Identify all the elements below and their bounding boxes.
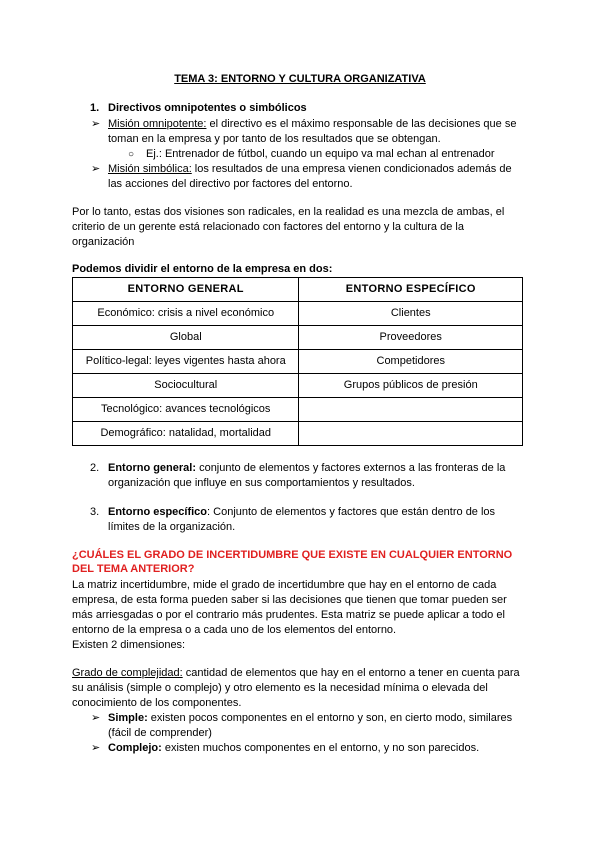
complexity-text: cantidad de elementos que hay en el entorno a tener en cuenta para xyxy=(182,667,520,679)
bullet-text: existen muchos componentes en el entorno, y no son parecidos. xyxy=(161,742,480,754)
simple-bullet xyxy=(108,711,512,726)
bullet-text: existen pocos componentes en el entorno y son, en cierto modo, similares xyxy=(147,712,513,724)
header-specific: ENTORNO ESPECÍFICO xyxy=(299,278,523,302)
item-number: 3. xyxy=(90,506,100,518)
table-header-row xyxy=(73,278,523,302)
table-row xyxy=(73,326,523,350)
table-cell: Tecnológico: avances tecnológicos xyxy=(73,398,299,422)
arrow-bullet-icon: ➢ xyxy=(91,712,101,724)
table-caption: Podemos dividir el entorno de la empresa en dos: xyxy=(72,263,333,275)
table-row xyxy=(73,302,523,326)
table-cell: Económico: crisis a nivel económico xyxy=(73,302,299,326)
bullet-label: Misión simbólica: xyxy=(108,163,192,175)
item-text: conjunto de elementos y factores externos a las fronteras de la xyxy=(196,462,506,474)
question-heading-cont: DEL TEMA ANTERIOR? xyxy=(72,563,195,575)
complexity-text-cont: su análisis (simple o complejo) y otro elemento es la necesidad mínima o elevada del xyxy=(72,682,488,694)
paragraph-line: La matriz incertidumbre, mide el grado de incertidumbre que hay en el entorno de cada xyxy=(72,579,497,591)
sub-bullet-text: Ej.: Entrenador de fútbol, cuando un equipo va mal echan al entrenador xyxy=(146,148,495,160)
table-row xyxy=(73,374,523,398)
arrow-bullet-icon: ➢ xyxy=(91,163,101,175)
general-environment-definition xyxy=(108,461,505,476)
paragraph-line: Existen 2 dimensiones: xyxy=(72,639,186,651)
section-number: 1. xyxy=(90,102,100,114)
specific-environment-definition xyxy=(108,505,495,520)
bullet-text-cont: toman en la empresa y por tanto de los resultados que se obtengan. xyxy=(108,133,441,145)
table-cell: Global xyxy=(73,326,299,350)
table-cell: Competidores xyxy=(299,350,523,374)
table-row xyxy=(73,350,523,374)
paragraph-line: criterio de un gerente está relacionado con factores del entorno y la cultura de la xyxy=(72,221,464,233)
document-title: TEMA 3: ENTORNO Y CULTURA ORGANIZATIVA xyxy=(174,73,426,85)
table-row xyxy=(73,398,523,422)
paragraph-line: Por lo tanto, estas dos visiones son radicales, en la realidad es una mezcla de ambas, el xyxy=(72,206,505,218)
paragraph-line: entorno de la empresa o a cada uno de los elementos del entorno. xyxy=(72,624,397,636)
table-cell: Grupos públicos de presión xyxy=(299,374,523,398)
section-heading: Directivos omnipotentes o simbólicos xyxy=(108,102,307,114)
table-cell: Demográfico: natalidad, mortalidad xyxy=(73,422,299,446)
complex-bullet xyxy=(108,741,479,756)
item-label: Entorno general: xyxy=(108,462,197,474)
item-text-cont: organización que influye en sus comportamientos y resultados. xyxy=(108,477,415,489)
header-general: ENTORNO GENERAL xyxy=(73,278,299,302)
bullet-label: Complejo: xyxy=(108,742,162,754)
question-heading: ¿CUÁLES EL GRADO DE INCERTIDUMBRE QUE EXISTE EN CUALQUIER ENTORNO xyxy=(72,549,513,561)
arrow-bullet-icon: ➢ xyxy=(91,118,101,130)
item-text-cont: límites de la organización. xyxy=(108,521,236,533)
bullet-omnipotent xyxy=(108,117,516,132)
table-row xyxy=(73,422,523,446)
table-cell: Proveedores xyxy=(299,326,523,350)
item-number: 2. xyxy=(90,462,100,474)
table-cell xyxy=(299,422,523,446)
item-text: : Conjunto de elementos y factores que están dentro de los xyxy=(207,506,496,518)
bullet-text: los resultados de una empresa vienen condicionados además de xyxy=(191,163,512,175)
table-cell: Sociocultural xyxy=(73,374,299,398)
bullet-symbolic xyxy=(108,162,512,177)
complexity-label: Grado de complejidad: xyxy=(72,667,183,679)
bullet-label: Simple: xyxy=(108,712,148,724)
bullet-label: Misión omnipotente: xyxy=(108,118,207,130)
complexity-definition xyxy=(72,666,520,681)
table-cell: Clientes xyxy=(299,302,523,326)
bullet-text-cont: las acciones del directivo por factores del entorno. xyxy=(108,178,353,190)
environment-table xyxy=(72,277,523,446)
table-cell: Político-legal: leyes vigentes hasta ahora xyxy=(73,350,299,374)
bullet-text: el directivo es el máximo responsable de las decisiones que se xyxy=(206,118,517,130)
item-label: Entorno específico xyxy=(108,506,208,518)
paragraph-line: más arriesgadas o por el contrario más prudentes. Esta matriz se puede aplicar a todo el xyxy=(72,609,505,621)
bullet-text-cont: (fácil de comprender) xyxy=(108,727,212,739)
paragraph-line: empresa, de esta forma pueden saber si las decisiones que tienen que tomar pueden ser xyxy=(72,594,507,606)
paragraph-line: organización xyxy=(72,236,135,248)
arrow-bullet-icon: ➢ xyxy=(91,742,101,754)
table-cell xyxy=(299,398,523,422)
circle-bullet-icon: ○ xyxy=(128,149,135,160)
complexity-text-cont: conocimiento de los componentes. xyxy=(72,697,242,709)
